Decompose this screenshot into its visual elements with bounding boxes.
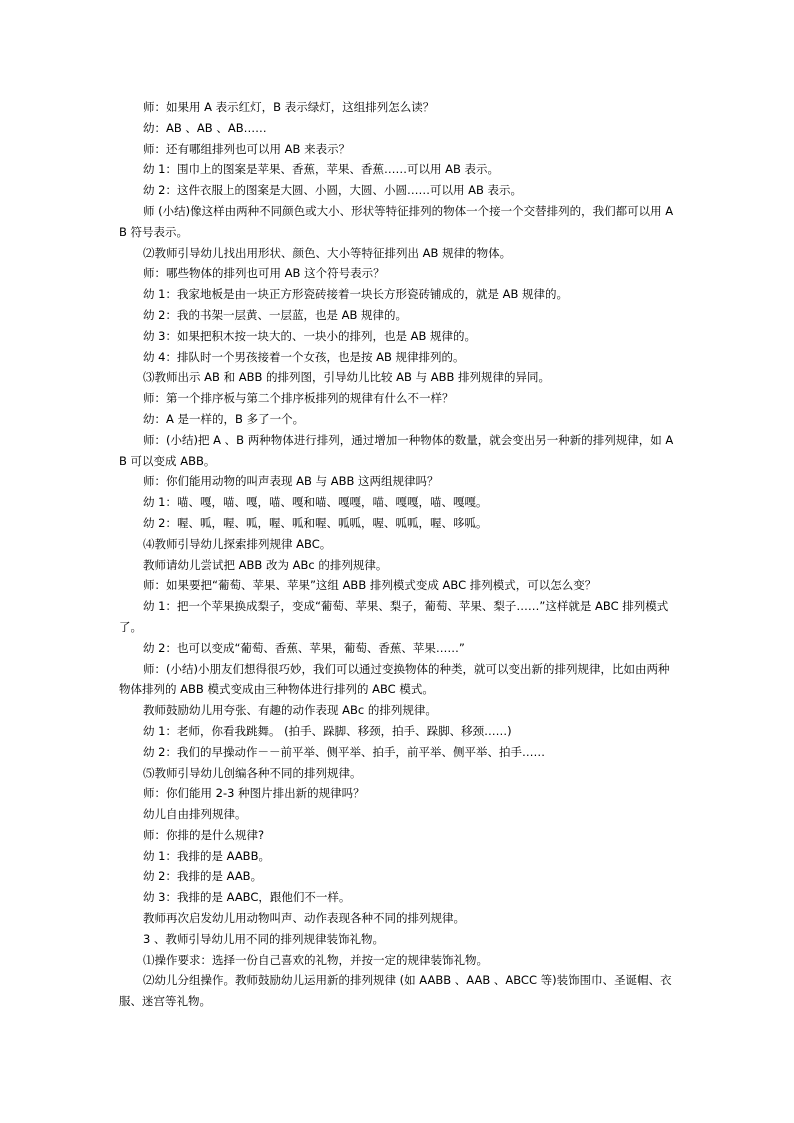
paragraph: 师：如果要把“葡萄、苹果、苹果”这组 ABB 排列模式变成 ABC 排列模式，可以怎么变？ [143, 578, 597, 593]
paragraph: ⑶教师出示 AB 和 ABB 的排列图，引导幼儿比较 AB 与 ABB 排列规律的异同。 [143, 370, 551, 385]
paragraph: 幼 2：喔、呱，喔、呱，喔、呱和喔、呱呱，喔、呱呱，喔、哆呱。 [143, 515, 488, 530]
paragraph: 幼儿自由排列规律。 [143, 807, 247, 822]
paragraph: 幼 1：把一个苹果换成梨子，变成“葡萄、苹果、梨子，葡萄、苹果、梨子……”这样就是 ABC 排列模式了。 [119, 599, 669, 634]
paragraph: 幼 2：我的书架一层黄、一层蓝，也是 AB 规律的。 [143, 307, 408, 322]
paragraph: 师：哪些物体的排列也可用 AB 这个符号表示？ [143, 266, 385, 281]
paragraph: 幼 1：老师，你看我跳舞。 (拍手、跺脚、移颈，拍手、跺脚、移颈……) [143, 723, 512, 738]
paragraph: 师：你们能用动物的叫声表现 AB 与 ABB 这两组规律吗？ [143, 474, 439, 489]
paragraph: 幼 1：喵、嘎，喵、嘎，喵、嘎和喵、嘎嘎，喵、嘎嘎，喵、嘎嘎。 [143, 495, 488, 510]
paragraph: ⑵教师引导幼儿找出用形状、颜色、大小等特征排列出 AB 规律的物体。 [143, 245, 512, 260]
paragraph: 幼 2：也可以变成“葡萄、香蕉、苹果，葡萄、香蕉、苹果……” [143, 640, 465, 655]
paragraph: 师：你排的是什么规律? [143, 827, 265, 842]
paragraph: 3 、教师引导幼儿用不同的排列规律装饰礼物。 [143, 931, 384, 946]
paragraph: 师：如果用 A 表示红灯，B 表示绿灯，这组排列怎么读？ [143, 100, 435, 114]
document-body [119, 97, 679, 1012]
paragraph: 幼 2：这件衣服上的图案是大圆、小圆，大圆、小圆……可以用 AB 表示。 [143, 183, 523, 198]
paragraph: 师：(小结)小朋友们想得很巧妙，我们可以通过变换物体的种类，就可以变出新的排列规律，比如由两种物体排列的 ABB 模式变成由三种物体进行排列的 ABC 模式。 [119, 661, 670, 697]
paragraph: 幼 2：我排的是 AAB。 [143, 869, 263, 884]
paragraph: 幼 3：如果把积木按一块大的、一块小的排列，也是 AB 规律的。 [143, 328, 477, 343]
paragraph: 教师再次启发幼儿用动物叫声、动作表现各种不同的排列规律。 [143, 911, 465, 926]
paragraph: 幼 4：排队时一个男孩接着一个女孩，也是按 AB 规律排列的。 [143, 349, 465, 364]
paragraph: 幼 1：围巾上的图案是苹果、香蕉，苹果、香蕉……可以用 AB 表示。 [143, 162, 500, 177]
paragraph: ⑸教师引导幼儿创编各种不同的排列规律。 [143, 765, 362, 780]
paragraph: 师 (小结)像这样由两种不同颜色或大小、形状等特征排列的物体一个接一个交替排列的，我们都可以用 AB 符号表示。 [119, 203, 674, 239]
paragraph: 幼 1：我排的是 AABB。 [143, 848, 270, 863]
paragraph: 师：第一个排序板与第二个排序板排列的规律有什么不一样？ [143, 391, 454, 406]
paragraph: ⑵幼儿分组操作。教师鼓励幼儿运用新的排列规律 (如 AABB 、AAB 、ABCC 等)装饰围巾、圣诞帽、衣服、迷宫等礼物。 [119, 973, 672, 1009]
paragraph: 幼 2：我们的早操动作－－前平举、侧平举、拍手，前平举、侧平举、拍手…… [143, 744, 545, 759]
paragraph: 教师鼓励幼儿用夸张、有趣的动作表现 ABc 的排列规律。 [143, 703, 437, 718]
paragraph: 师：(小结)把 A 、B 两种物体进行排列，通过增加一种物体的数量，就会变出另一种新的排列规律，如 AB 可以变成 ABB。 [119, 432, 674, 468]
paragraph: ⑴操作要求：选择一份自己喜欢的礼物，并按一定的规律装饰礼物。 [143, 952, 488, 967]
paragraph: 幼 3：我排的是 AABC，跟他们不一样。 [143, 890, 351, 905]
paragraph: 幼：A 是一样的，B 多了一个。 [143, 411, 305, 426]
paragraph: 幼 1：我家地板是由一块正方形瓷砖接着一块长方形瓷砖铺成的，就是 AB 规律的。 [143, 287, 569, 302]
paragraph: 师：你们能用 2-3 种图片排出新的规律吗？ [143, 786, 365, 801]
paragraph: 幼：AB 、AB 、AB…… [143, 120, 267, 135]
paragraph: 师：还有哪组排列也可以用 AB 来表示？ [143, 141, 351, 156]
paragraph: 教师请幼儿尝试把 ABB 改为 ABc 的排列规律。 [143, 557, 388, 572]
paragraph: ⑷教师引导幼儿探索排列规律 ABC。 [143, 536, 332, 551]
